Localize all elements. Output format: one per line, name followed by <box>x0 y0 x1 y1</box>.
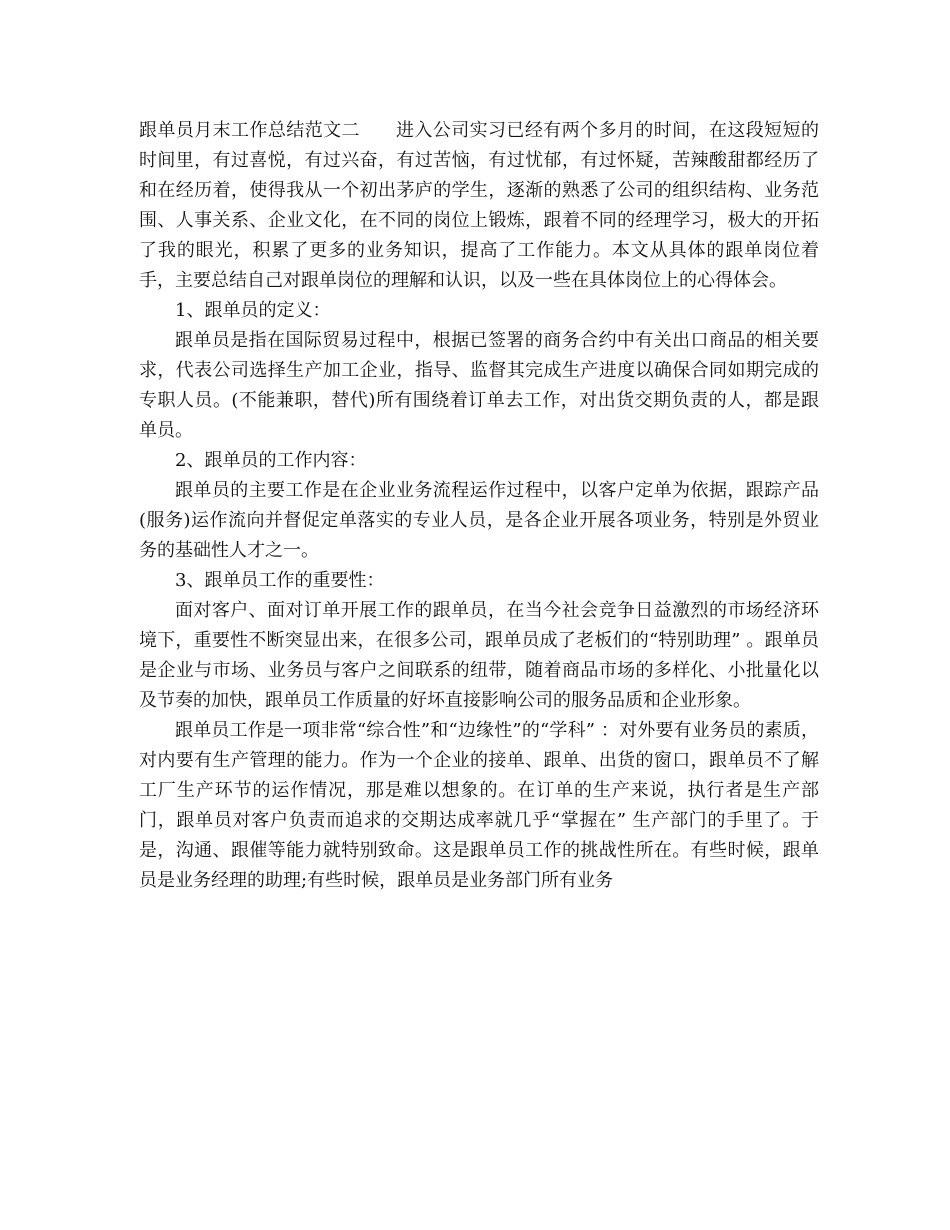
section-3-body-2: 跟单员工作是一项非常“综合性”和“边缘性”的“学科” ：对外要有业务员的素质，对内要有生产管理的能力。作为一个企业的接单、跟单、出货的窗口，跟单员不了解工厂生产环节的运作情况，那是难以想象的。在订单的生产来说，执行者是生产部门，跟单员对客户负责而追求的交期达成率就几乎“掌握在” 生产部门的手里了。于是，沟通、跟催等能力就特别致命。这是跟单员工作的挑战性所在。有些时候，跟单员是业务经理的助理;有些时候，跟单员是业务部门所有业务 <box>139 720 819 891</box>
section-2-heading: 2、跟单员的工作内容： <box>175 450 367 471</box>
document-title: 跟单员月末工作总结范文二 <box>139 120 360 141</box>
section-2-body: 跟单员的主要工作是在企业业务流程运作过程中，以客户定单为依据，跟踪产品(服务)运作流向并督促定单落实的专业人员，是各企业开展各项业务，特别是外贸业务的基础性人才之一。 <box>139 480 819 561</box>
section-1-body: 跟单员是指在国际贸易过程中，根据已签署的商务合约中有关出口商品的相关要求，代表公司选择生产加工企业，指导、监督其完成生产进度以确保合同如期完成的专职人员。(不能兼职，替代)所有围绕着订单去工作，对出货交期负责的人，都是跟单员。 <box>139 330 819 441</box>
section-3-heading: 3、跟单员工作的重要性： <box>175 570 385 591</box>
intro-paragraph <box>139 116 819 296</box>
document-body <box>139 116 819 896</box>
section-3-body-1: 面对客户、面对订单开展工作的跟单员，在当今社会竞争日益激烈的市场经济环境下，重要性不断突显出来，在很多公司，跟单员成了老板们的“特别助理” 。跟单员是企业与市场、业务员与客户之间联系的纽带，随着商品市场的多样化、小批量化以及节奏的加快，跟单员工作质量的好坏直接影响公司的服务品质和企业形象。 <box>139 600 819 711</box>
section-1-heading: 1、跟单员的定义： <box>175 300 331 321</box>
intro-text: 进入公司实习已经有两个多月的时间，在这段短短的时间里，有过喜悦，有过兴奋，有过苦恼，有过忧郁，有过怀疑，苦辣酸甜都经历了和在经历着，使得我从一个初出茅庐的学生，逐渐的熟悉了公司的组织结构、业务范围、人事关系、企业文化，在不同的岗位上锻炼，跟着不同的经理学习，极大的开拓了我的眼光，积累了更多的业务知识，提高了工作能力。本文从具体的跟单岗位着手，主要总结自己对跟单岗位的理解和认识，以及一些在具体岗位上的心得体会。 <box>139 120 820 291</box>
